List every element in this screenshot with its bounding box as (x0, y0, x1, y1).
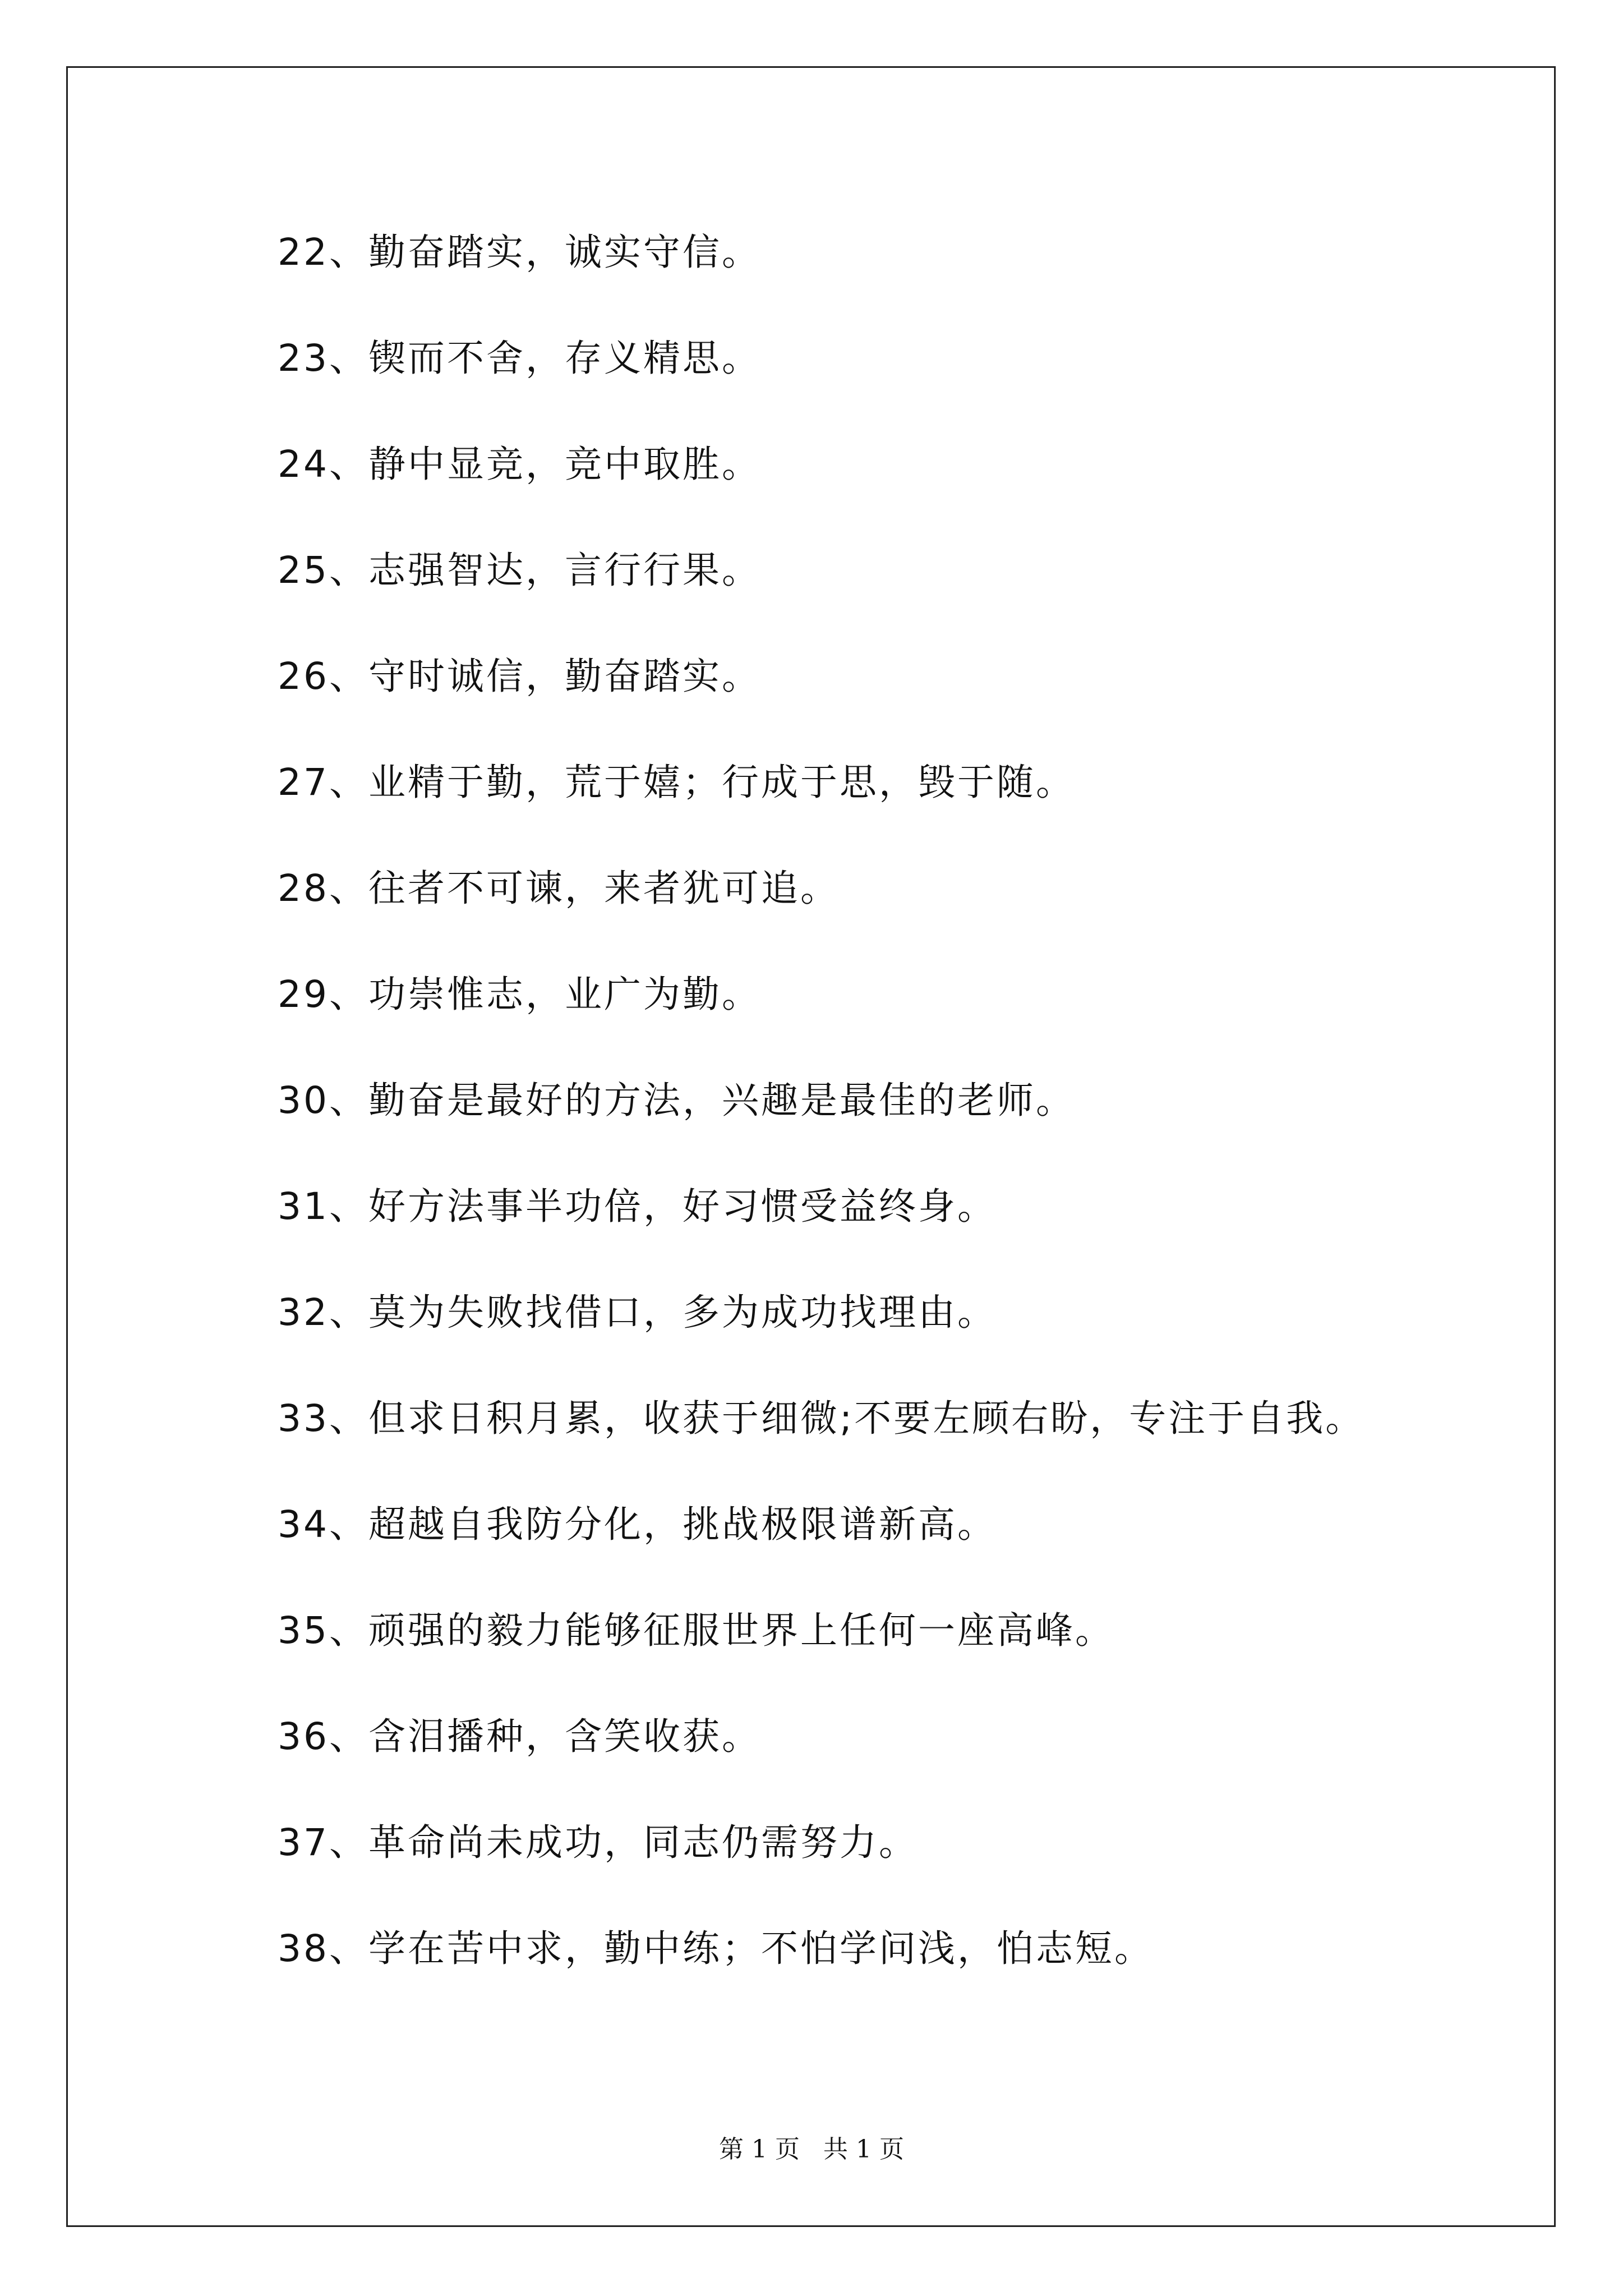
list-item: 31、好方法事半功倍，好习惯受益终身。 (278, 1185, 997, 1228)
list-item: 38、学在苦中求，勤中练；不怕学问浅，怕志短。 (278, 1927, 1154, 1970)
list-item: 32、莫为失败找借口，多为成功找理由。 (278, 1291, 997, 1334)
list-item: 33、但求日积月累，收获于细微;不要左顾右盼，专注于自我。 (278, 1397, 1365, 1440)
list-item: 37、革命尚未成功，同志仍需努力。 (278, 1821, 918, 1864)
list-item: 28、往者不可谏，来者犹可追。 (278, 867, 840, 910)
list-item: 29、功崇惟志，业广为勤。 (278, 973, 761, 1016)
list-item: 35、顽强的毅力能够征服世界上任何一座高峰。 (278, 1609, 1114, 1652)
list-item: 27、业精于勤，荒于嬉；行成于思，毁于随。 (278, 761, 1075, 804)
list-item: 25、志强智达，言行行果。 (278, 549, 761, 592)
list-item: 26、守时诚信，勤奋踏实。 (278, 655, 761, 698)
list-item: 30、勤奋是最好的方法，兴趣是最佳的老师。 (278, 1079, 1075, 1122)
quote-list (278, 219, 1364, 2021)
list-item: 22、勤奋踏实，诚实守信。 (278, 231, 761, 274)
list-item: 36、含泪播种，含笑收获。 (278, 1715, 761, 1758)
list-item: 24、静中显竞，竞中取胜。 (278, 443, 761, 486)
page-number-footer: 第 1 页 共 1 页 (719, 2135, 904, 2164)
list-item: 34、超越自我防分化，挑战极限谱新高。 (278, 1503, 997, 1546)
list-item: 23、锲而不舍，存义精思。 (278, 337, 761, 380)
